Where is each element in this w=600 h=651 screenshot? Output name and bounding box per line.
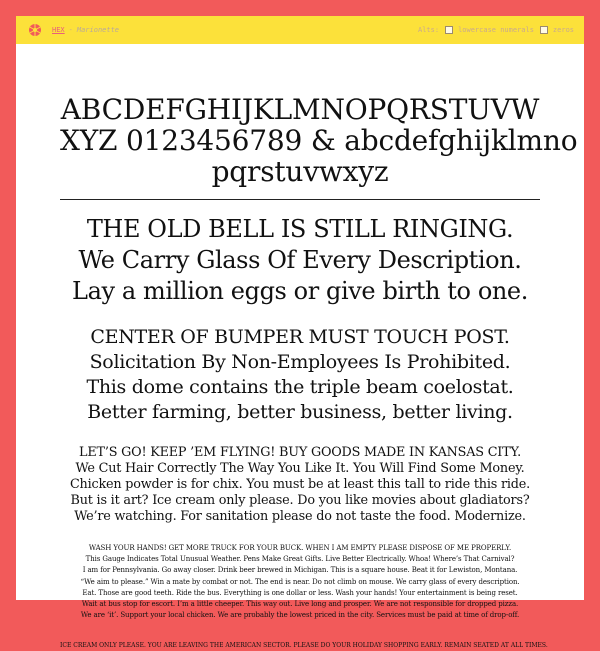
specimen-line: LET’S GO! KEEP ’EM FLYING! BUY GOODS MADE IN KANSAS CITY. bbox=[79, 445, 521, 460]
alphabet-line: pqrstuvwxyz bbox=[211, 155, 389, 188]
specimen-line: Eat. Those are good teeth. Ride the bus. Everything is one dollar or less. Wash your hands! Your entertainment is being reset. bbox=[82, 588, 518, 597]
brand-link[interactable]: HEX bbox=[52, 26, 65, 34]
specimen-line: Chicken powder is for chix. You must be at least this tall to ride this ride. bbox=[69, 477, 531, 492]
zeros-label: zeros bbox=[552, 26, 574, 34]
alphabet-line: XYZ 0123456789 & abcdefghijklmno bbox=[60, 124, 578, 157]
specimen-content bbox=[16, 94, 584, 651]
specimen-line: This Gauge Indicates Total Unusual Weather. Pens Make Great Gifts. Live Better Electrically. Whoa! Where’s That Carnival? bbox=[85, 555, 515, 564]
zeros-checkbox[interactable] bbox=[540, 26, 548, 34]
specimen-block-micro bbox=[60, 641, 548, 651]
alts-label: Alts: bbox=[417, 26, 440, 34]
specimen-block-large bbox=[60, 214, 540, 307]
top-bar bbox=[16, 16, 584, 44]
alts-options bbox=[418, 26, 574, 34]
specimen-line: But is it art? Ice cream only please. Do you like movies about gladiators? bbox=[70, 493, 530, 508]
hex-logo-icon[interactable] bbox=[28, 23, 42, 37]
specimen-block-tiny bbox=[60, 543, 540, 621]
specimen-line: Wait at bus stop for escort. I’m a little cheeper. This way out. Live long and prosper. We are not responsible for dropped pizza. bbox=[81, 600, 519, 609]
lowercase-numerals-label: lowercase numerals bbox=[458, 26, 534, 34]
alphabet-specimen bbox=[60, 93, 578, 188]
specimen-block-small bbox=[60, 445, 540, 525]
specimen-line: I am for Pennsylvania. Go away closer. Drink beer brewed in Michigan. This is a square house. Beat it for Lewiston, Montana. bbox=[82, 566, 518, 575]
lowercase-numerals-checkbox[interactable] bbox=[445, 26, 453, 34]
font-name: Marionette bbox=[76, 26, 120, 34]
alphabet-line: ABCDEFGHIJKLMNOPQRSTUVW bbox=[60, 93, 540, 126]
specimen-line: ICE CREAM ONLY PLEASE. YOU ARE LEAVING THE AMERICAN SECTOR. PLEASE DO YOUR HOLIDAY SHOPPING EARLY. REMAIN SEATED AT ALL TIMES. bbox=[60, 642, 548, 650]
specimen-line: THE OLD BELL IS STILL RINGING. bbox=[86, 215, 514, 243]
title-separator: - bbox=[68, 26, 73, 34]
specimen-block-medium bbox=[60, 325, 540, 425]
specimen-line: We Cut Hair Correctly The Way You Like It. You Will Find Some Money. bbox=[75, 461, 525, 476]
specimen-line: Better farming, better business, better living. bbox=[87, 401, 513, 423]
specimen-line: Solicitation By Non-Employees Is Prohibited. bbox=[89, 351, 511, 373]
specimen-line: We Carry Glass Of Every Description. bbox=[78, 246, 522, 274]
specimen-line: “We aim to please.” Win a mate by combat or not. The end is near. Do not climb on mouse. We carry glass of every description. bbox=[80, 577, 520, 586]
divider bbox=[60, 199, 540, 200]
lowercase-numerals-option[interactable] bbox=[445, 26, 534, 34]
specimen-line: We’re watching. For sanitation please do not taste the food. Modernize. bbox=[74, 509, 526, 524]
specimen-line: CENTER OF BUMPER MUST TOUCH POST. bbox=[90, 326, 510, 348]
specimen-line: We are ‘it’. Support your local chicken. We are probably the lowest priced in the city. Services must be paid at time of drop-off. bbox=[80, 611, 520, 620]
zeros-option[interactable] bbox=[540, 26, 574, 34]
specimen-line: Lay a million eggs or give birth to one. bbox=[72, 277, 528, 305]
specimen-page bbox=[16, 16, 584, 650]
specimen-line: WASH YOUR HANDS! GET MORE TRUCK FOR YOUR BUCK. WHEN I AM EMPTY PLEASE DISPOSE OF ME PROPERLY. bbox=[88, 544, 512, 552]
specimen-line: This dome contains the triple beam coelostat. bbox=[86, 376, 514, 398]
